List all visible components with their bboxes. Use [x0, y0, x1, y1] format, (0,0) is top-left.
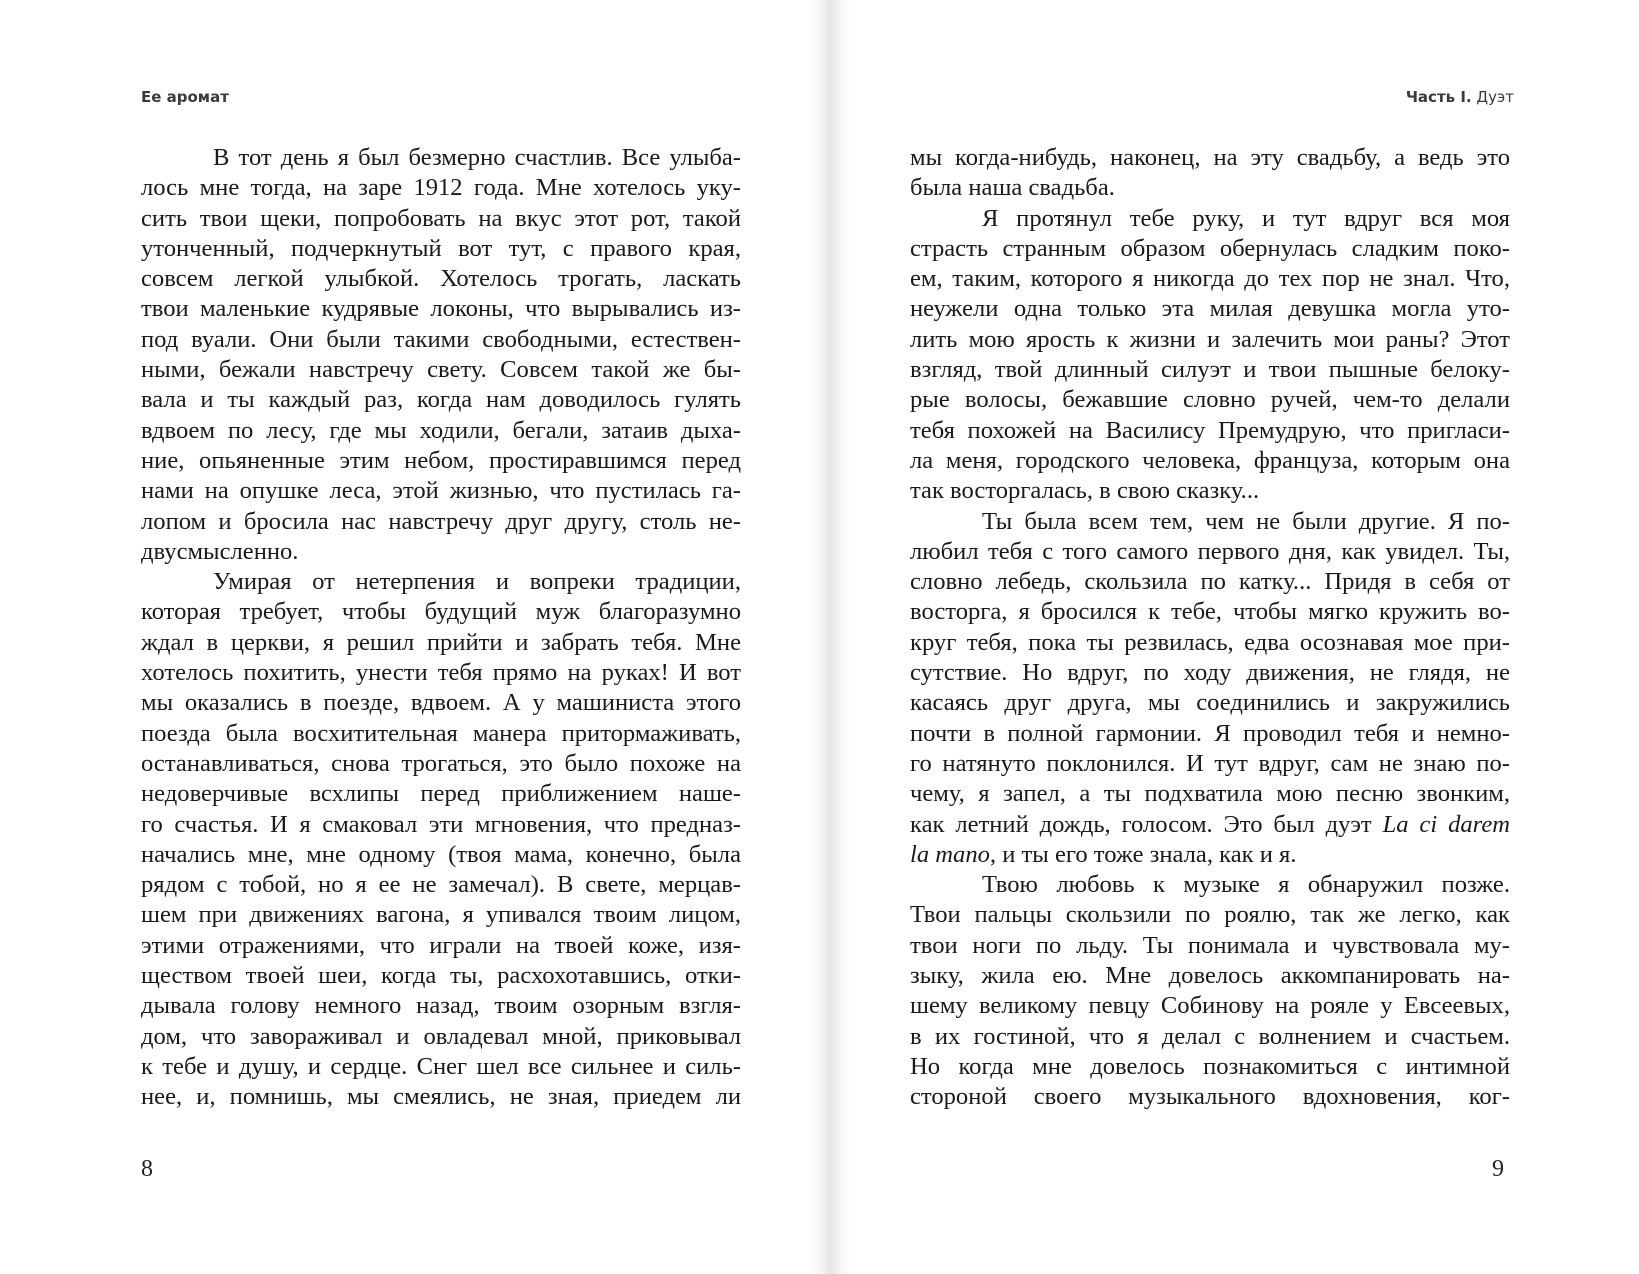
text-line: твои ноги по льду. Ты понимала и чувствовала му-: [910, 931, 1510, 959]
italic-title: La ci darem: [1382, 810, 1510, 838]
running-head: [1406, 88, 1514, 106]
text-line: мы оказались в поезде, вдвоем. А у машиниста этого: [141, 689, 741, 717]
text-line: Умирая от нетерпения и вопреки традиции,: [213, 568, 741, 596]
text-line: восторга, я бросился к тебе, чтобы мягко кружить во-: [910, 598, 1510, 626]
text-line: поезда была восхитительная манера притормаживать,: [141, 719, 741, 747]
text-line: ществом твоей шеи, когда ты, расхохотавшись, отки-: [141, 962, 741, 990]
text-line: этими отражениями, что играли на твоей коже, изя-: [141, 931, 741, 959]
text-line: Я протянул тебе руку, и тут вдруг вся моя: [982, 204, 1510, 232]
text-line: ждал в церкви, я решил прийти и забрать тебя. Мне: [141, 628, 741, 656]
running-head: Ее аромат: [141, 88, 229, 106]
text-line: шему великому певцу Собинову на рояле у Евсеевых,: [910, 992, 1510, 1020]
text-line: останавливаться, снова трогаться, это было похоже на: [141, 749, 741, 777]
text-line: шем при движениях вагона, я упивался твоим лицом,: [141, 901, 741, 929]
text-line: почти в полной гармонии. Я проводил тебя и немно-: [910, 719, 1510, 747]
text-line: страсть странным образом обернулась сладким поко-: [910, 234, 1510, 262]
text-line: вала и ты каждый раз, когда нам доводилось гулять: [141, 386, 741, 414]
text-line: в их гостиной, что я делал с волнением и счастьем.: [910, 1022, 1510, 1050]
text-line: Твою любовь к музыке я обнаружил позже.: [982, 871, 1510, 899]
text-line: [910, 840, 1510, 870]
text-line: ние, опьяненные этим небом, простиравшимся перед: [141, 446, 741, 474]
text-line: мы когда-нибудь, наконец, на эту свадьбу, а ведь это: [910, 144, 1510, 171]
text-line: рые волосы, бежавшие словно ручей, чем-то делали: [910, 386, 1510, 414]
text-line: начались мне, мне одному (твоя мама, конечно, была: [141, 840, 741, 868]
page-number: 8: [141, 1156, 153, 1182]
text-line: стороной своего музыкального вдохновения, ког-: [910, 1083, 1510, 1111]
text-line: нами на опушке леса, этой жизнью, что пустилась га-: [141, 477, 741, 505]
text-line: го счастья. И я смаковал эти мгновения, что предназ-: [141, 810, 741, 838]
text-line: хотелось похитить, унести тебя прямо на руках! И вот: [141, 659, 741, 687]
text-line: го натянуто поклонился. И тут вдруг, сам не знаю по-: [910, 749, 1510, 777]
text-line: лось мне тогда, на заре 1912 года. Мне хотелось уку-: [141, 174, 741, 202]
text-line: чему, я запел, а ты подхватила мою песню звонким,: [910, 780, 1510, 808]
text-line: так восторгалась, в свою сказку...: [910, 477, 1260, 505]
text-line: зыку, жила ею. Мне довелось аккомпанировать на-: [910, 962, 1510, 990]
page-text: [910, 143, 1510, 1113]
text-line: сить твои щеки, попробовать на вкус этот рот, такой: [141, 204, 741, 232]
text-line: недоверчивые всхлипы перед приближением наше-: [141, 780, 741, 808]
text-line: ла меня, городского человека, француза, которым она: [910, 446, 1510, 474]
text-line: взгляд, твой длинный силуэт и твои пышные белоку-: [910, 356, 1510, 384]
text-line: совсем легкой улыбкой. Хотелось трогать, ласкать: [141, 265, 741, 293]
text-line: любил тебя с того самого первого дня, как увидел. Ты,: [910, 537, 1510, 565]
text-line: твои маленькие кудрявые локоны, что вырывались из-: [141, 295, 741, 323]
running-head-part: Часть I.: [1405, 88, 1472, 106]
text-line: утонченный, подчеркнутый вот тут, с правого края,: [141, 234, 741, 262]
text-line: рядом с тобой, но я ее не замечал). В свете, мерцав-: [141, 871, 741, 899]
page-text: [141, 143, 741, 1113]
running-head-chapter: Дуэт: [1476, 88, 1514, 106]
right-page: [820, 0, 1639, 1274]
italic-title: la mano,: [910, 840, 997, 868]
text-fragment: и ты его тоже знала, как и я.: [1002, 840, 1297, 868]
text-line: лопом и бросила нас навстречу друг другу, столь не-: [141, 507, 741, 535]
text-line: ными, бежали навстречу свету. Совсем такой же бы-: [141, 356, 741, 384]
text-line: [910, 810, 1510, 840]
text-line: Но когда мне довелось познакомиться с интимной: [910, 1052, 1510, 1080]
text-line: лить мою ярость к жизни и залечить мои раны? Этот: [910, 325, 1510, 353]
text-line: Твои пальцы скользили по роялю, так же легко, как: [910, 901, 1510, 929]
text-line: круг тебя, пока ты резвилась, едва осознавая мое при-: [910, 628, 1510, 656]
text-line: ем, таким, которого я никогда до тех пор не знал. Что,: [910, 265, 1510, 293]
text-line: сутствие. Но вдруг, по ходу движения, не глядя, не: [910, 659, 1510, 687]
text-fragment: как летний дождь, голосом. Это был дуэт: [910, 810, 1372, 838]
text-line: дом, что завораживал и овладевал мной, приковывал: [141, 1022, 741, 1050]
text-line: касаясь друг друга, мы соединились и закружились: [910, 689, 1510, 717]
text-line: нее, и, помнишь, мы смеялись, не зная, приедем ли: [141, 1083, 741, 1111]
text-line: двусмысленно.: [141, 537, 299, 565]
text-line: была наша свадьба.: [910, 174, 1115, 202]
text-line: под вуали. Они были такими свободными, естествен-: [141, 325, 741, 353]
page-number: 9: [1492, 1156, 1504, 1182]
text-line: неужели одна только эта милая девушка могла уто-: [910, 295, 1510, 323]
text-line: которая требует, чтобы будущий муж благоразумно: [141, 598, 741, 626]
text-line: дывала голову немного назад, твоим озорным взгля-: [141, 992, 741, 1020]
text-line: В тот день я был безмерно счастлив. Все улыба-: [213, 144, 741, 171]
text-line: тебя похожей на Василису Премудрую, что пригласи-: [910, 416, 1510, 444]
text-line: Ты была всем тем, чем не были другие. Я по-: [982, 507, 1510, 535]
text-line: вдвоем по лесу, где мы ходили, бегали, затаив дыха-: [141, 416, 741, 444]
text-line: к тебе и душу, и сердце. Снег шел все сильнее и силь-: [141, 1052, 741, 1080]
text-line: словно лебедь, скользила по катку... Придя в себя от: [910, 568, 1510, 596]
